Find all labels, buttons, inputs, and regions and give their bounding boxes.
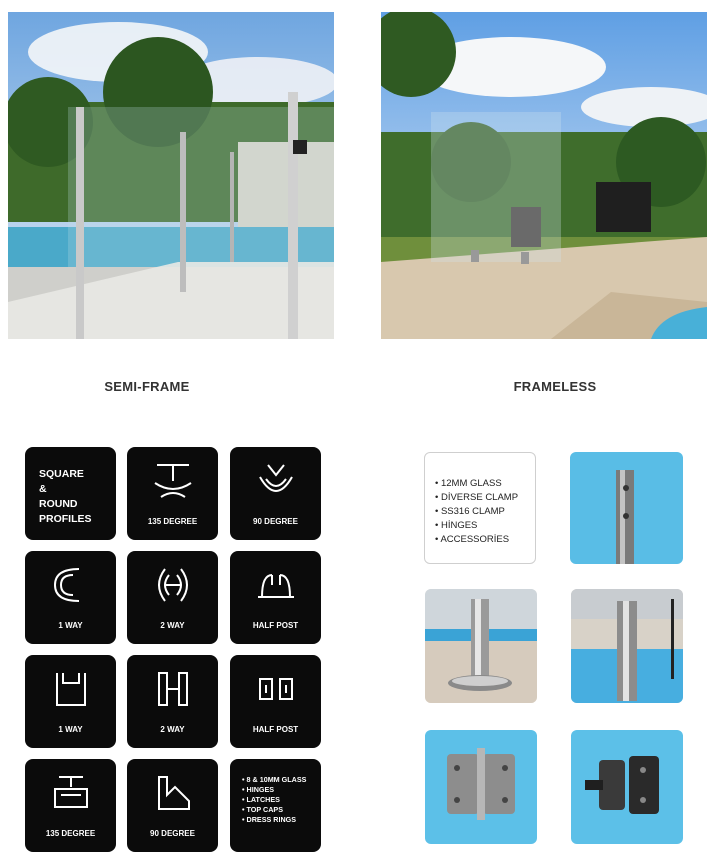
clamp-photo	[571, 589, 683, 703]
tile-label: 2 WAY	[160, 621, 185, 630]
profile-2-way-round-icon	[151, 565, 195, 605]
feature-item: • ACCESSORİES	[435, 533, 518, 547]
intro-line: ROUND	[39, 498, 78, 510]
intro-line: SQUARE	[39, 468, 84, 480]
profile-tile-1-way-round	[25, 551, 116, 644]
frameless-features-box	[424, 452, 536, 564]
tile-label: 135 DEGREE	[147, 517, 198, 526]
profile-tile-2-way-square	[127, 655, 218, 748]
profile-1-way-square-icon	[49, 669, 93, 709]
accessory-item: • LATCHES	[242, 795, 306, 805]
post-photo	[570, 452, 683, 564]
profile-tile-90-degree	[230, 447, 321, 540]
profile-half-post-round-icon	[254, 565, 298, 605]
profile-135-degree-square-icon	[49, 773, 93, 813]
semi-frame-photo	[8, 12, 334, 339]
profile-1-way-round-icon	[49, 565, 93, 605]
hinge-photo	[425, 730, 537, 844]
profile-135-degree-icon	[151, 461, 195, 501]
accessory-item: • HINGES	[242, 785, 306, 795]
tile-label: 2 WAY	[160, 725, 185, 734]
feature-item: • SS316 CLAMP	[435, 505, 518, 519]
latch-photo	[571, 730, 683, 844]
profile-90-degree-square-icon	[151, 773, 195, 813]
frameless-photo	[381, 12, 707, 339]
profiles-intro-tile	[25, 447, 116, 540]
profile-tile-2-way-round	[127, 551, 218, 644]
tile-label: 90 DEGREE	[253, 517, 298, 526]
tile-label: 90 DEGREE	[150, 829, 195, 838]
tile-label: HALF POST	[252, 725, 299, 734]
tile-label: 1 WAY	[58, 725, 83, 734]
tile-label: 135 DEGREE	[45, 829, 96, 838]
caption-semi-frame: SEMI-FRAME	[104, 379, 190, 394]
tile-label: HALF POST	[252, 621, 299, 630]
accessory-item: • DRESS RINGS	[242, 815, 306, 825]
feature-item: • HİNGES	[435, 519, 518, 533]
profile-tile-half-post-square	[230, 655, 321, 748]
profile-tile-half-post-round	[230, 551, 321, 644]
accessories-tile	[230, 759, 321, 852]
tile-label: 1 WAY	[58, 621, 83, 630]
feature-item: • 12MM GLASS	[435, 477, 518, 491]
caption-frameless: FRAMELESS	[513, 379, 597, 394]
profile-tile-1-way-square	[25, 655, 116, 748]
intro-line: &	[39, 483, 47, 495]
profile-90-degree-icon	[254, 461, 298, 501]
profile-2-way-square-icon	[151, 669, 195, 709]
feature-item: • DİVERSE CLAMP	[435, 491, 518, 505]
profile-half-post-square-icon	[254, 669, 298, 709]
accessory-item: • TOP CAPS	[242, 805, 306, 815]
spigot-photo	[425, 589, 537, 703]
profile-tile-135-degree	[127, 447, 218, 540]
accessory-item: • 8 & 10MM GLASS	[242, 775, 306, 785]
profile-tile-90-degree-square	[127, 759, 218, 852]
profile-tile-135-degree-square	[25, 759, 116, 852]
intro-line: PROFILES	[39, 513, 92, 525]
